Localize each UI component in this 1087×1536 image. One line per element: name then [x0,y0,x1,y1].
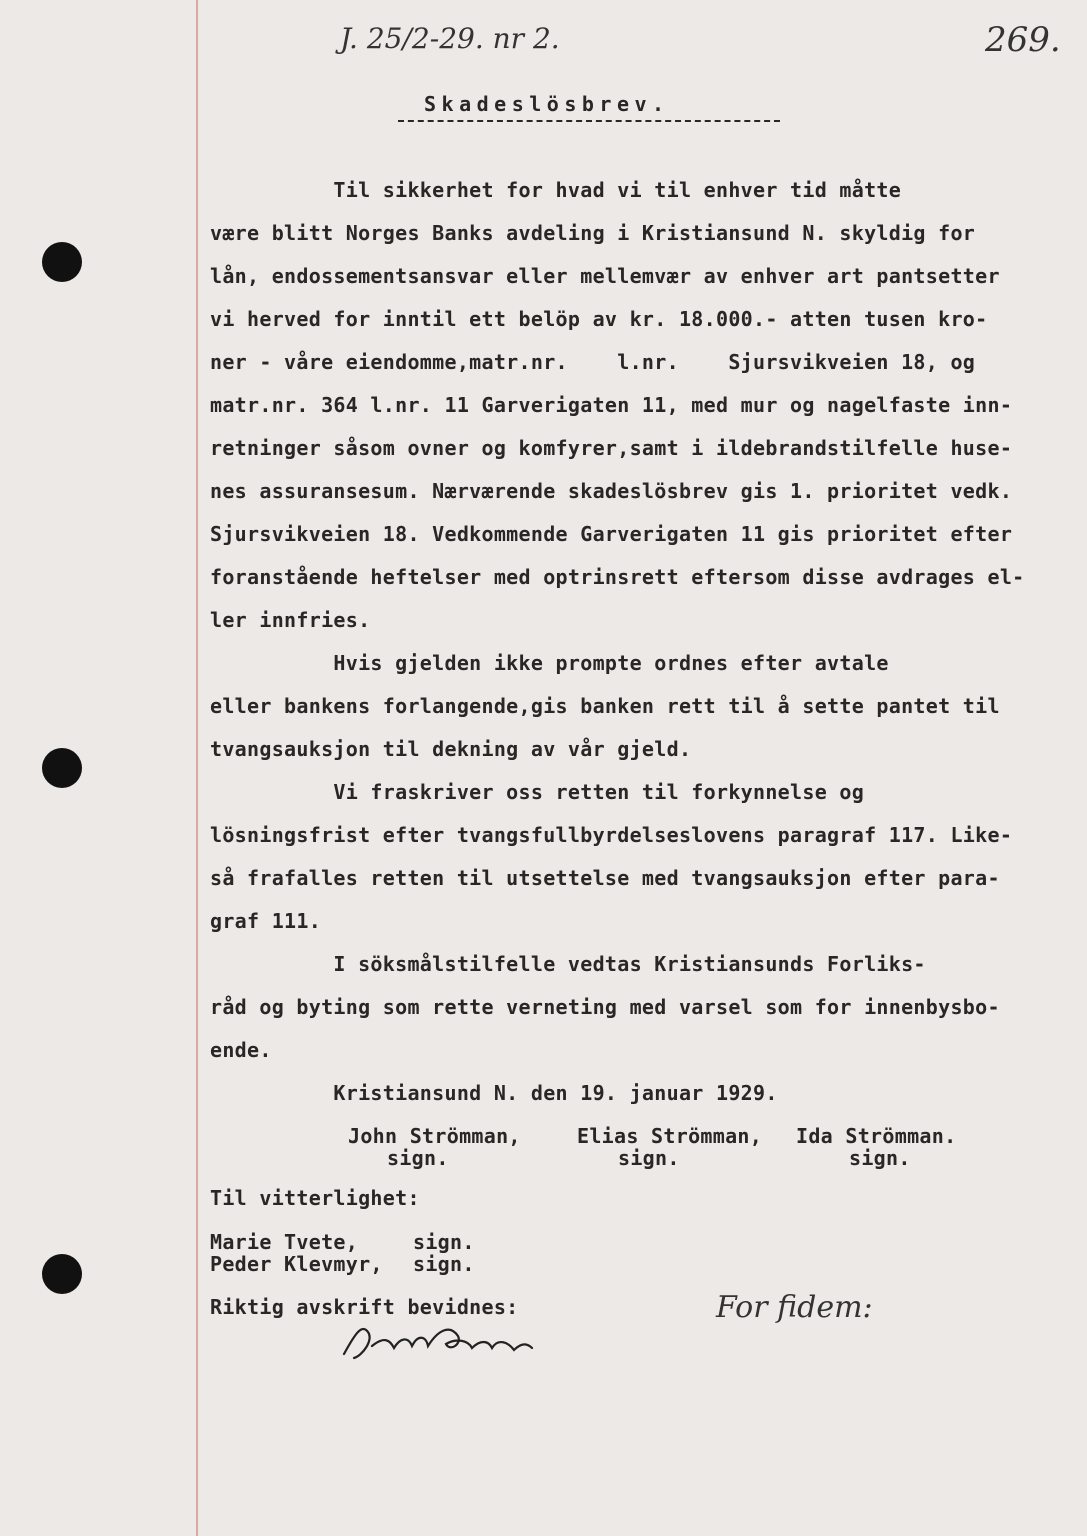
signatory-name: Ida Strömman. [796,1124,957,1148]
body-line: retninger såsom ovner og komfyrer,samt i ildebrandstilfelle huse- [210,436,1013,460]
witness-name: Marie Tvete, [210,1230,359,1254]
registration-note: J. 25/2-29. nr 2. [340,22,560,55]
body-line: matr.nr. 364 l.nr. 11 Garverigaten 11, med mur og nagelfaste inn- [210,393,1013,417]
page-number: 269. [985,20,1061,60]
signatory-name: Elias Strömman, [577,1124,763,1148]
signatory-name: John Strömman, [348,1124,521,1148]
certification-line: Riktig avskrift bevidnes: [210,1295,519,1319]
body-line: råd og byting som rette verneting med varsel som for innenbysbo- [210,995,1000,1019]
body-line: Vi fraskriver oss retten til forkynnelse og [210,780,865,804]
body-line: graf 111. [210,909,322,933]
body-line: så frafalles retten til utsettelse med tvangsauksjon efter para- [210,866,1000,890]
witness-sign: sign. [413,1230,475,1254]
witness-sign: sign. [413,1252,475,1276]
body-line: vi herved for inntil ett belöp av kr. 18.000.- atten tusen kro- [210,307,988,331]
body-line: Hvis gjelden ikke prompte ordnes efter avtale [210,651,889,675]
margin-line [196,0,198,1536]
witness-name: Peder Klevmyr, [210,1252,383,1276]
handwritten-signature [338,1318,538,1366]
body-line: I söksmålstilfelle vedtas Kristiansunds Forliks- [210,952,926,976]
body-line: nes assuransesum. Nærværende skadeslösbrev gis 1. prioritet vedk. [210,479,1013,503]
body-line: Til sikkerhet for hvad vi til enhver tid måtte [210,178,902,202]
body-line: tvangsauksjon til dekning av vår gjeld. [210,737,692,761]
title-underline [398,120,780,122]
document-title: Skadeslösbrev. [424,92,670,116]
signatory-sign: sign. [387,1146,449,1170]
signatory-sign: sign. [618,1146,680,1170]
body-line: Sjursvikveien 18. Vedkommende Garverigaten 11 gis prioritet efter [210,522,1013,546]
body-line: ler innfries. [210,608,371,632]
body-line: ende. [210,1038,272,1062]
punch-hole [42,1254,82,1294]
body-line: være blitt Norges Banks avdeling i Kristiansund N. skyldig for [210,221,976,245]
body-line: foranstående heftelser med optrinsrett eftersom disse avdrages el- [210,565,1025,589]
punch-hole [42,242,82,282]
handwritten-note: For fidem: [716,1290,873,1325]
body-line: eller bankens forlangende,gis banken rett til å sette pantet til [210,694,1000,718]
witness-heading: Til vitterlighet: [210,1186,420,1210]
body-line: ner - våre eiendomme,matr.nr. l.nr. Sjursvikveien 18, og [210,350,976,374]
signatory-sign: sign. [849,1146,911,1170]
body-line: lösningsfrist efter tvangsfullbyrdelseslovens paragraf 117. Like- [210,823,1013,847]
body-line: lån, endossementsansvar eller mellemvær av enhver art pantsetter [210,264,1000,288]
date-line: Kristiansund N. den 19. januar 1929. [210,1081,778,1105]
punch-hole [42,748,82,788]
